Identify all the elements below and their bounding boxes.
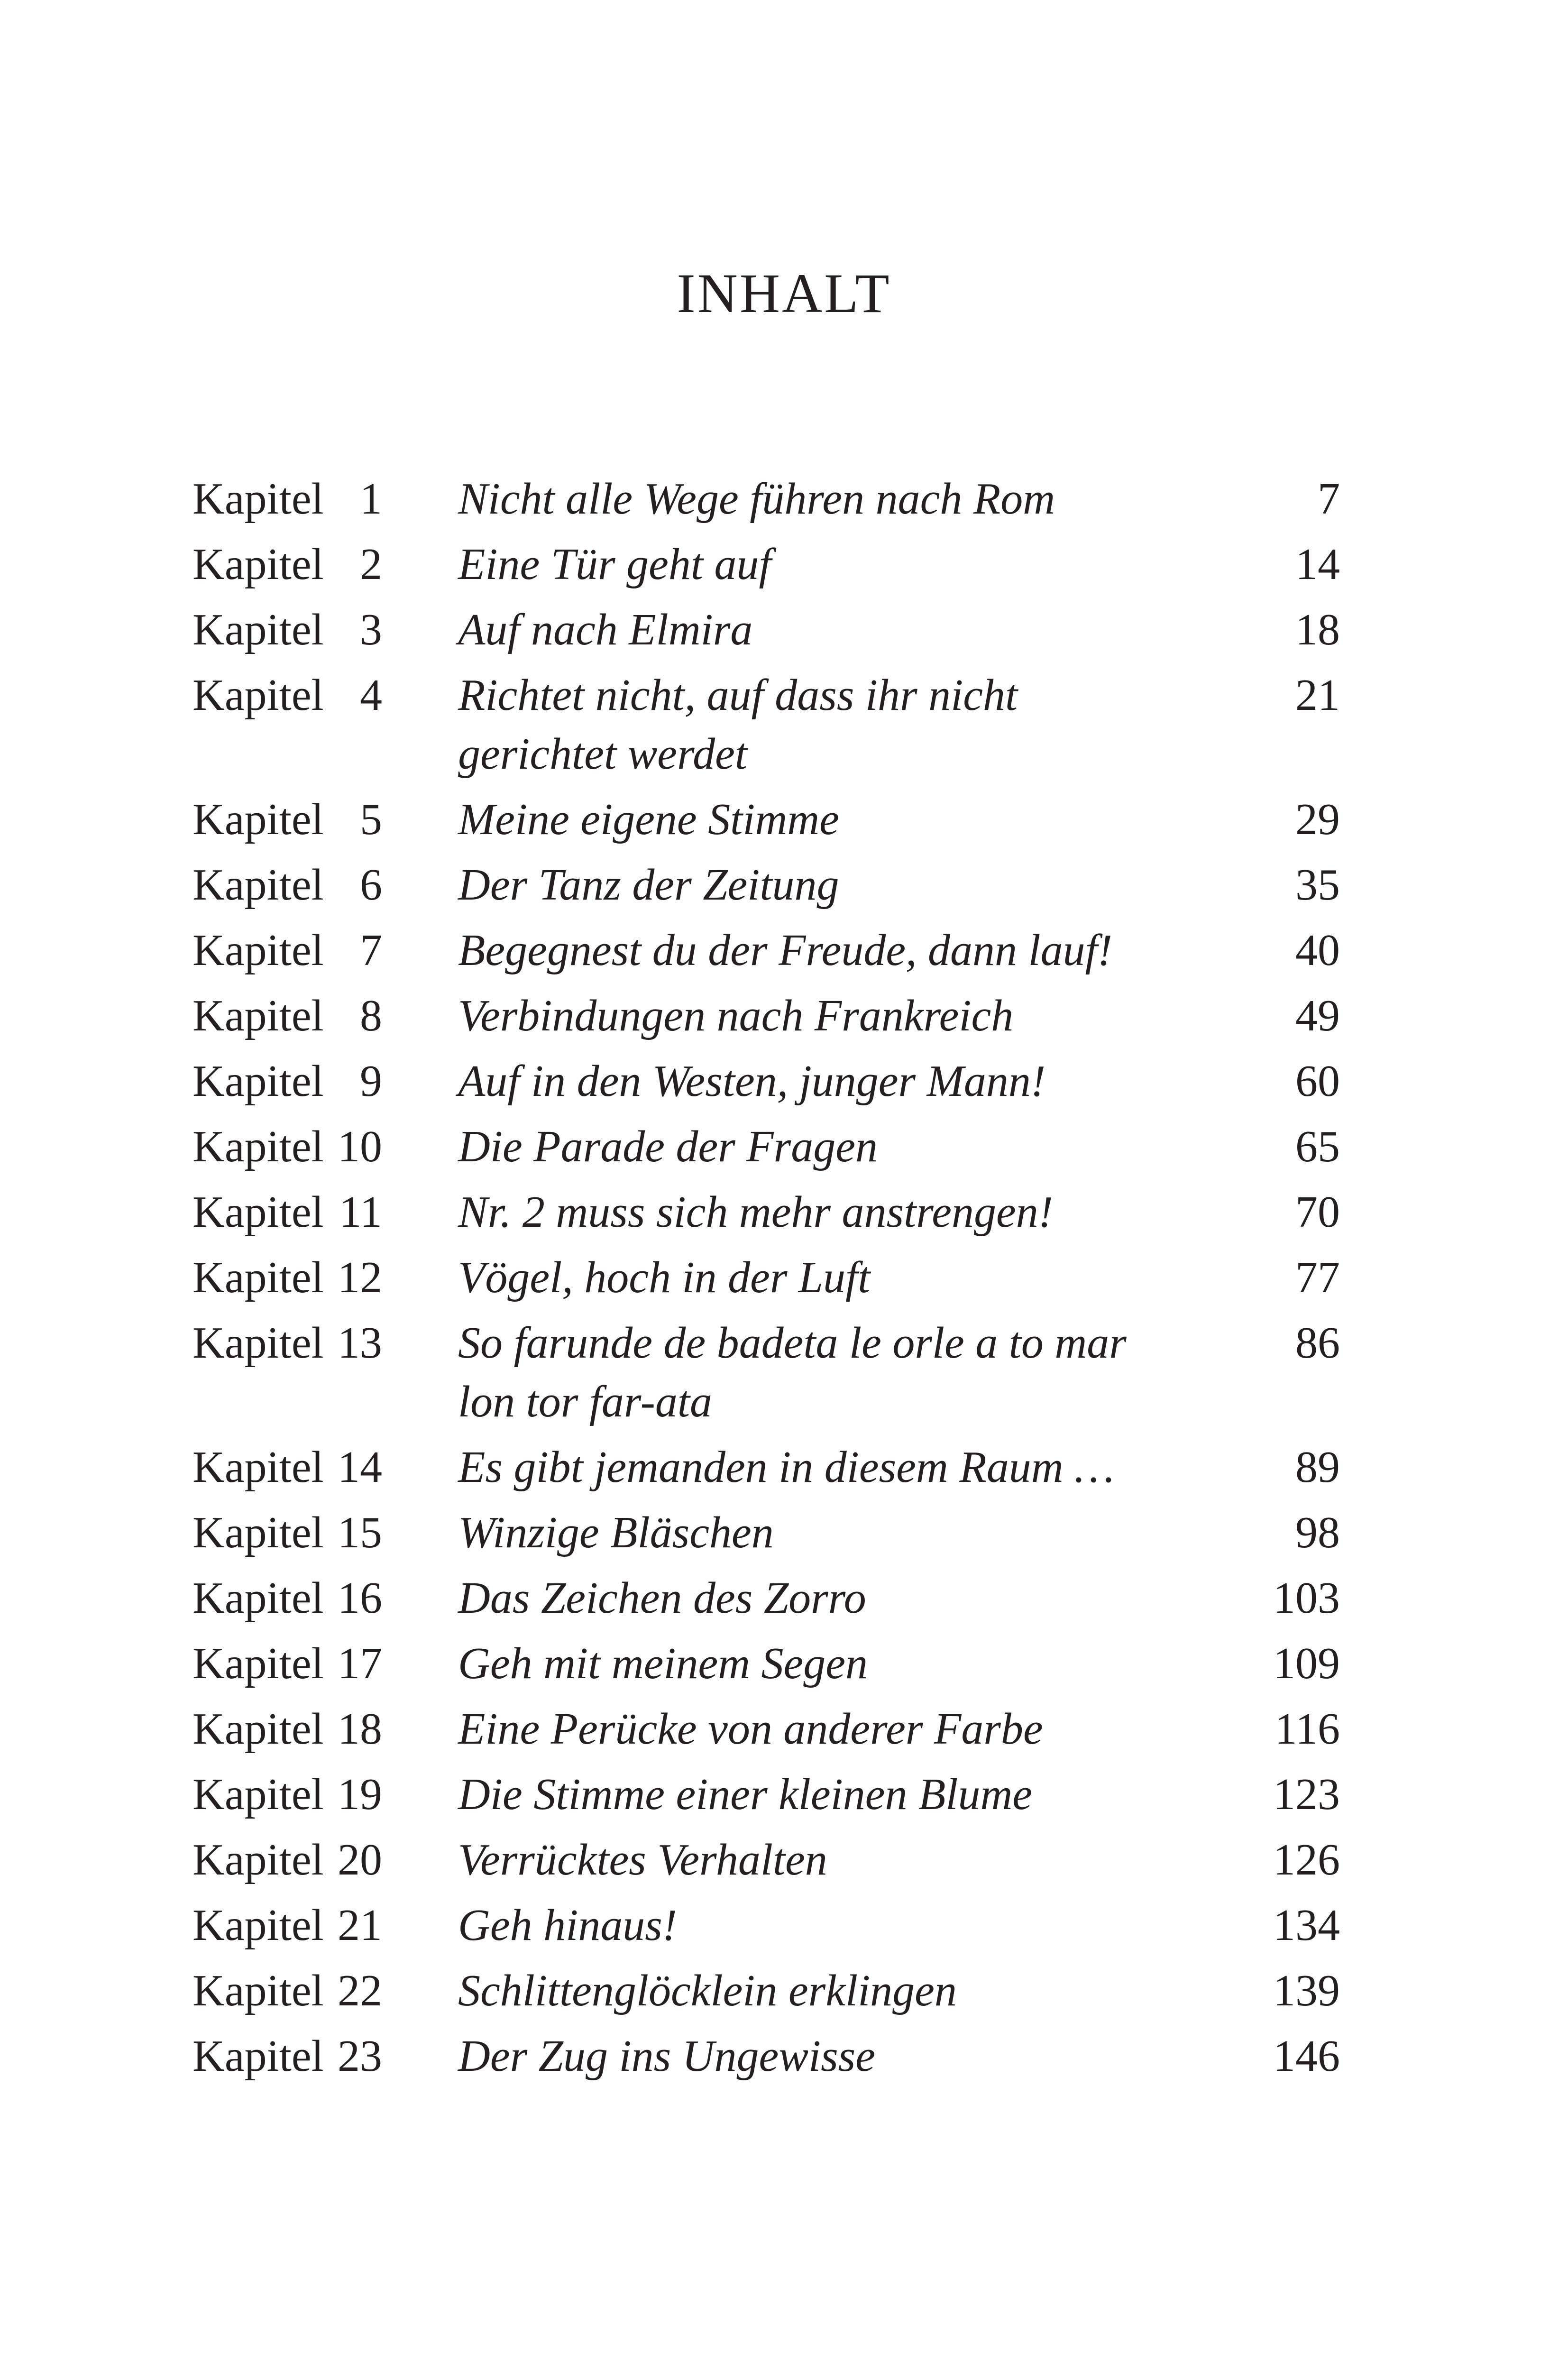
chapter-number: 18 [338,1704,382,1754]
chapter-word: Kapitel [193,540,324,589]
chapter-word: Kapitel [193,1057,324,1106]
toc-entry [193,790,1340,849]
toc-entry [193,1765,1340,1824]
chapter-title: Richtet nicht, auf dass ihr nicht gerichtet werdet [458,671,1018,779]
chapter-number: 22 [338,1966,382,2015]
chapter-number: 17 [338,1639,382,1688]
chapter-word: Kapitel [193,1901,324,1950]
chapter-title: Schlittenglöcklein erklingen [458,1966,957,2015]
chapter-label [193,1314,382,1372]
chapter-number: 6 [360,860,382,910]
chapter-word: Kapitel [193,2031,324,2081]
page-number: 146 [1273,2031,1340,2081]
chapter-label [193,1248,382,1307]
chapter-label [193,790,382,849]
chapter-title: Es gibt jemanden in diesem Raum … [458,1443,1114,1492]
chapter-label [193,535,382,594]
page-number: 134 [1273,1901,1340,1950]
chapter-number: 23 [338,2031,382,2081]
chapter-title: Verrücktes Verhalten [458,1835,827,1884]
chapter-title: Der Tanz der Zeitung [458,860,839,910]
page-number: 40 [1295,926,1340,975]
chapter-label [193,1183,382,1241]
toc-entry [193,921,1340,980]
chapter-number: 16 [338,1573,382,1623]
chapter-word: Kapitel [193,1573,324,1623]
table-of-contents [193,469,1340,2092]
page-number: 70 [1295,1187,1340,1237]
page-number: 126 [1273,1835,1340,1884]
page-title: INHALT [677,262,891,324]
toc-entry [193,1314,1340,1431]
toc-entry [193,2027,1340,2086]
toc-entry [193,1569,1340,1627]
chapter-number: 1 [360,474,382,524]
chapter-label [193,1634,382,1693]
chapter-number: 12 [338,1253,382,1302]
toc-entry [193,1117,1340,1176]
toc-entry [193,1183,1340,1241]
page-number: 29 [1295,795,1340,844]
chapter-number: 20 [338,1835,382,1884]
chapter-label [193,2027,382,2086]
page-number: 14 [1295,540,1340,589]
page-number: 89 [1295,1443,1340,1492]
chapter-title: So farunde de badeta le orle a to mar lon tor far-ata [458,1318,1127,1426]
chapter-number: 19 [338,1770,382,1819]
chapter-number: 4 [360,671,382,720]
chapter-label [193,469,382,528]
chapter-word: Kapitel [193,605,324,654]
chapter-title: Das Zeichen des Zorro [458,1573,866,1623]
toc-entry [193,1052,1340,1111]
chapter-word: Kapitel [193,926,324,975]
toc-entry [193,1634,1340,1693]
page-number: 35 [1295,860,1340,910]
chapter-label [193,986,382,1045]
chapter-word: Kapitel [193,1508,324,1557]
chapter-label [193,600,382,659]
toc-entry [193,1503,1340,1562]
chapter-number: 8 [360,991,382,1040]
page-number: 21 [1295,671,1340,720]
chapter-title: Auf in den Westen, junger Mann! [458,1057,1046,1106]
chapter-title: Winzige Bläschen [458,1508,774,1557]
toc-entry [193,600,1340,659]
toc-entry [193,1248,1340,1307]
chapter-word: Kapitel [193,795,324,844]
chapter-word: Kapitel [193,1966,324,2015]
chapter-label [193,1117,382,1176]
chapter-label [193,1896,382,1955]
chapter-title: Meine eigene Stimme [458,795,839,844]
toc-entry [193,1961,1340,2020]
chapter-label [193,1961,382,2020]
chapter-label [193,1765,382,1824]
chapter-label [193,1438,382,1497]
chapter-label [193,1052,382,1111]
chapter-label [193,1830,382,1889]
chapter-word: Kapitel [193,1122,324,1171]
page-number: 116 [1275,1704,1340,1754]
chapter-label [193,1700,382,1758]
chapter-title: Geh hinaus! [458,1901,678,1950]
chapter-number: 7 [360,926,382,975]
chapter-word: Kapitel [193,1318,324,1368]
chapter-word: Kapitel [193,1704,324,1754]
chapter-word: Kapitel [193,1443,324,1492]
chapter-word: Kapitel [193,1835,324,1884]
chapter-word: Kapitel [193,860,324,910]
toc-entry [193,1830,1340,1889]
chapter-number: 9 [360,1057,382,1106]
chapter-word: Kapitel [193,1770,324,1819]
chapter-title: Der Zug ins Ungewisse [458,2031,875,2081]
chapter-title: Verbindungen nach Frankreich [458,991,1014,1040]
page-number: 86 [1295,1318,1340,1368]
chapter-label [193,1503,382,1562]
page-number: 139 [1273,1966,1340,2015]
page-number: 49 [1295,991,1340,1040]
chapter-word: Kapitel [193,1639,324,1688]
page-number: 18 [1295,605,1340,654]
chapter-number: 10 [338,1122,382,1171]
page-number: 123 [1273,1770,1340,1819]
chapter-word: Kapitel [193,474,324,524]
chapter-label [193,921,382,980]
chapter-number: 3 [360,605,382,654]
toc-entry [193,1438,1340,1497]
chapter-title: Geh mit meinem Segen [458,1639,868,1688]
chapter-label [193,855,382,914]
page-number: 65 [1295,1122,1340,1171]
toc-entry [193,666,1340,783]
toc-entry [193,469,1340,528]
chapter-title: Die Stimme einer kleinen Blume [458,1770,1033,1819]
chapter-number: 5 [360,795,382,844]
chapter-title: Auf nach Elmira [458,605,753,654]
toc-entry [193,535,1340,594]
chapter-title: Eine Perücke von anderer Farbe [458,1704,1043,1754]
page-number: 103 [1273,1573,1340,1623]
chapter-word: Kapitel [193,671,324,720]
chapter-title: Nr. 2 muss sich mehr anstrengen! [458,1187,1054,1237]
page-number: 98 [1295,1508,1340,1557]
toc-entry [193,986,1340,1045]
chapter-number: 15 [338,1508,382,1557]
toc-entry [193,855,1340,914]
chapter-number: 13 [338,1318,382,1368]
chapter-label [193,666,382,725]
chapter-title: Begegnest du der Freude, dann lauf! [458,926,1113,975]
page-number: 77 [1295,1253,1340,1302]
toc-entry [193,1700,1340,1758]
chapter-title: Eine Tür geht auf [458,540,771,589]
chapter-title: Nicht alle Wege führen nach Rom [458,474,1055,524]
chapter-number: 21 [338,1901,382,1950]
page-number: 60 [1295,1057,1340,1106]
page-number: 7 [1318,474,1340,524]
chapter-word: Kapitel [193,1253,324,1302]
chapter-number: 2 [360,540,382,589]
toc-entry [193,1896,1340,1955]
chapter-label [193,1569,382,1627]
chapter-number: 14 [338,1443,382,1492]
page-number: 109 [1273,1639,1340,1688]
chapter-title: Vögel, hoch in der Luft [458,1253,871,1302]
chapter-number: 11 [339,1187,382,1237]
chapter-title: Die Parade der Fragen [458,1122,878,1171]
chapter-word: Kapitel [193,991,324,1040]
chapter-word: Kapitel [193,1187,324,1237]
